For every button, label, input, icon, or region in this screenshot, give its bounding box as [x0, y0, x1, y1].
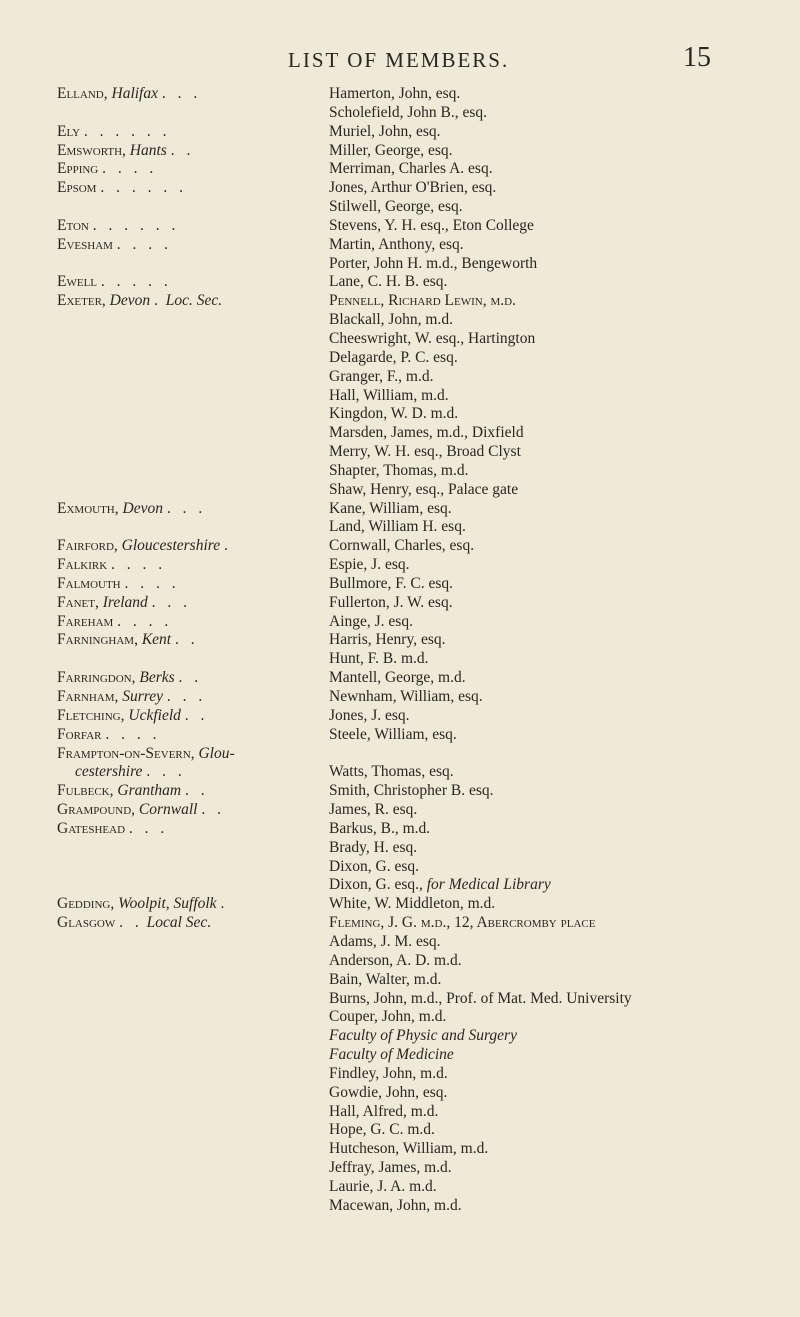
- member-entry: [329, 726, 789, 745]
- member-entry: [329, 1103, 789, 1122]
- place-entry: [57, 85, 327, 104]
- leader-dots: . . .: [146, 763, 186, 781]
- member-name: Adams, J. M. esq.: [329, 932, 441, 950]
- member-name: Macewan, John, m.d.: [329, 1196, 462, 1214]
- place-locality: Hants: [129, 141, 167, 159]
- place-entry: [57, 123, 327, 142]
- place-name: Farnham,: [57, 688, 119, 705]
- place-locality: Gloucestershire: [121, 537, 221, 555]
- member-name: Hamerton, John, esq.: [329, 85, 461, 102]
- member-name: Granger, F., m.d.: [329, 367, 434, 385]
- leader-dots: . .: [201, 801, 225, 819]
- place-name: Elland,: [57, 85, 108, 102]
- member-name: Steele, William, esq.: [329, 725, 457, 743]
- place-locality: Devon: [122, 499, 163, 517]
- members-column: [329, 85, 789, 1216]
- leader-dots: .: [220, 895, 229, 913]
- place-name: Falmouth: [57, 574, 121, 592]
- member-name: Dixon, G. esq.: [329, 857, 419, 875]
- member-entry: [329, 782, 789, 801]
- place-name: Epsom: [57, 179, 97, 197]
- leader-dots: . . . .: [117, 612, 173, 630]
- member-name: Watts, Thomas, esq.: [329, 763, 454, 781]
- place-name: Fairford,: [57, 537, 118, 555]
- member-name: Muriel, John, esq.: [329, 122, 441, 140]
- blank-line: [57, 368, 327, 387]
- member-name: Hope, G. C. m.d.: [329, 1121, 435, 1139]
- running-title: LIST OF MEMBERS.: [288, 48, 510, 72]
- member-name: Findley, John, m.d.: [329, 1064, 448, 1082]
- place-name: Farningham,: [57, 631, 138, 649]
- member-entry: [329, 537, 789, 556]
- member-entry: [329, 575, 789, 594]
- member-entry: [329, 952, 789, 971]
- blank-line: [57, 311, 327, 330]
- place-name: Forfar: [57, 725, 102, 743]
- member-entry: [329, 1046, 789, 1065]
- place-entry: [57, 179, 327, 198]
- place-locality: Uckfield: [128, 706, 181, 724]
- member-name: Cheeswright, W. esq., Hartington: [329, 329, 536, 347]
- member-name: Martin, Anthony, esq.: [329, 235, 464, 253]
- member-name: Hall, William, m.d.: [329, 386, 449, 404]
- member-name: Scholefield, John B., esq.: [329, 103, 487, 121]
- member-name: Jeffray, James, m.d.: [329, 1159, 452, 1177]
- member-entry: [329, 142, 789, 161]
- leader-dots: . .: [119, 914, 143, 932]
- place-name: Ewell: [57, 273, 98, 291]
- place-entry: [57, 273, 327, 292]
- place-entry: [57, 537, 327, 556]
- place-locality: Kent: [141, 631, 172, 649]
- place-entry: [57, 500, 327, 519]
- member-name: Shaw, Henry, esq., Palace gate: [329, 480, 519, 498]
- place-locality: Halifax: [111, 85, 158, 102]
- leader-dots: . . . . . .: [100, 179, 187, 197]
- member-name: Barkus, B., m.d.: [329, 819, 431, 837]
- leader-dots: . . .: [128, 819, 169, 837]
- place-locality: Grantham: [117, 782, 182, 800]
- member-entry: [329, 500, 789, 519]
- place-entry: [57, 160, 327, 179]
- member-name: Bain, Walter, m.d.: [329, 970, 442, 988]
- member-name: Shapter, Thomas, m.d.: [329, 461, 469, 479]
- leader-dots: . .: [184, 706, 209, 724]
- place-name: Falkirk: [57, 556, 108, 574]
- place-name: Gateshead: [57, 819, 126, 837]
- place-name: Ely: [57, 122, 81, 140]
- blank-line: [57, 198, 327, 217]
- leader-dots: . . . . . .: [92, 216, 180, 234]
- place-entry: [57, 707, 327, 726]
- leader-dots: . . . .: [102, 160, 158, 178]
- places-column: [57, 85, 327, 933]
- member-name: Hunt, F. B. m.d.: [329, 650, 429, 668]
- leader-dots: .: [154, 292, 162, 310]
- place-name: Epping: [57, 160, 99, 178]
- leader-dots: . . . .: [124, 574, 180, 592]
- blank-line: [57, 405, 327, 424]
- leader-dots: . . .: [166, 499, 207, 517]
- place-name: Fletching,: [57, 706, 125, 724]
- blank-line: [57, 330, 327, 349]
- member-entry: [329, 1065, 789, 1084]
- member-entry: [329, 85, 789, 104]
- member-entry: [329, 820, 789, 839]
- member-entry: [329, 443, 789, 462]
- member-name: James, R. esq.: [329, 801, 418, 819]
- member-entry: [329, 707, 789, 726]
- place-entry: [57, 631, 327, 650]
- place-locality: Cornwall: [138, 801, 198, 819]
- member-name: Harris, Henry, esq.: [329, 631, 446, 649]
- member-entry: [329, 933, 789, 952]
- member-entry: [329, 971, 789, 990]
- leader-dots: . . .: [161, 85, 202, 102]
- member-name: Newnham, William, esq.: [329, 688, 483, 705]
- member-entry: [329, 198, 789, 217]
- member-entry: [329, 311, 789, 330]
- member-entry: [329, 1159, 789, 1178]
- place-entry: [57, 217, 327, 236]
- leader-dots: . . . .: [116, 235, 172, 253]
- place-locality: cestershire: [75, 763, 143, 781]
- member-name: Land, William H. esq.: [329, 518, 466, 536]
- leader-dots: . . . . . .: [83, 122, 171, 140]
- place-name: Fareham: [57, 612, 114, 630]
- member-entry: [329, 1197, 789, 1216]
- place-name: Exmouth,: [57, 499, 119, 517]
- place-entry: [57, 763, 327, 782]
- place-locality: Glou-: [198, 744, 235, 762]
- member-entry: [329, 104, 789, 123]
- member-name: Kane, William, esq.: [329, 499, 452, 517]
- member-name: Ainge, J. esq.: [329, 612, 413, 630]
- member-name: Merriman, Charles A. esq.: [329, 160, 493, 178]
- member-name: Mantell, George, m.d.: [329, 669, 466, 687]
- blank-line: [57, 443, 327, 462]
- secretary-note: Loc. Sec.: [165, 292, 223, 310]
- member-name: Stilwell, George, esq.: [329, 198, 463, 216]
- member-name: Anderson, A. D. m.d.: [329, 951, 462, 969]
- member-entry: [329, 745, 789, 764]
- blank-line: [57, 858, 327, 877]
- leader-dots: . . .: [166, 688, 207, 705]
- leader-dots: .: [223, 537, 232, 555]
- local-secretary-name: Fleming, J. G. m.d., 12, Abercromby place: [329, 914, 596, 932]
- blank-line: [57, 387, 327, 406]
- member-name: Espie, J. esq.: [329, 556, 410, 574]
- place-name: Fanet,: [57, 593, 99, 611]
- member-entry: [329, 462, 789, 481]
- member-entry: [329, 255, 789, 274]
- member-entry: [329, 1027, 789, 1046]
- member-name: Fullerton, J. W. esq.: [329, 593, 453, 611]
- member-entry: [329, 1140, 789, 1159]
- place-entry: [57, 726, 327, 745]
- member-entry: [329, 1121, 789, 1140]
- leader-dots: . .: [170, 141, 195, 159]
- place-name: Farringdon,: [57, 669, 136, 687]
- member-entry: [329, 518, 789, 537]
- member-name: Jones, Arthur O'Brien, esq.: [329, 179, 497, 197]
- secretary-note: Local Sec.: [146, 914, 212, 932]
- member-entry: [329, 876, 789, 895]
- member-name: Kingdon, W. D. m.d.: [329, 405, 459, 423]
- member-entry: [329, 801, 789, 820]
- blank-line: [57, 839, 327, 858]
- member-note: Faculty of Physic and Surgery: [329, 1027, 517, 1045]
- leader-dots: . .: [184, 782, 209, 800]
- place-locality: Ireland: [102, 593, 148, 611]
- member-entry: [329, 858, 789, 877]
- member-name: Jones, J. esq.: [329, 706, 410, 724]
- place-entry: [57, 820, 327, 839]
- member-entry: [329, 1178, 789, 1197]
- place-name: Emsworth,: [57, 141, 126, 159]
- member-name: Smith, Christopher B. esq.: [329, 782, 494, 800]
- place-entry: [57, 801, 327, 820]
- member-entry: [329, 349, 789, 368]
- member-entry: [329, 650, 789, 669]
- member-name: Brady, H. esq.: [329, 838, 418, 856]
- member-name: Merry, W. H. esq., Broad Clyst: [329, 443, 521, 461]
- member-entry: [329, 613, 789, 632]
- page-header: [0, 38, 800, 78]
- place-name: Evesham: [57, 235, 113, 253]
- place-name: Exeter,: [57, 292, 106, 310]
- place-name: Eton: [57, 216, 89, 234]
- member-entry: [329, 594, 789, 613]
- member-name: Hall, Alfred, m.d.: [329, 1102, 439, 1120]
- blank-line: [57, 349, 327, 368]
- member-name: Dixon, G. esq.,: [329, 876, 423, 894]
- local-secretary-name: Pennell, Richard Lewin, m.d.: [329, 292, 516, 310]
- place-entry: [57, 236, 327, 255]
- member-entry: [329, 631, 789, 650]
- place-locality: Berks: [139, 669, 175, 687]
- member-name: Laurie, J. A. m.d.: [329, 1177, 437, 1195]
- blank-line: [57, 650, 327, 669]
- member-entry: [329, 688, 789, 707]
- member-entry: [329, 669, 789, 688]
- member-name: Hutcheson, William, m.d.: [329, 1140, 489, 1158]
- place-locality: Surrey: [122, 688, 164, 705]
- leader-dots: . . . . .: [100, 273, 172, 291]
- blank-line: [57, 462, 327, 481]
- member-note: for Medical Library: [426, 876, 551, 894]
- member-name: Couper, John, m.d.: [329, 1008, 447, 1026]
- member-entry: [329, 914, 789, 933]
- place-entry: [57, 594, 327, 613]
- blank-line: [57, 424, 327, 443]
- place-entry: [57, 782, 327, 801]
- member-entry: [329, 273, 789, 292]
- blank-line: [57, 104, 327, 123]
- page-number: 15: [683, 42, 711, 73]
- place-locality: Devon: [109, 292, 151, 310]
- member-name: Stevens, Y. H. esq., Eton College: [329, 216, 534, 234]
- member-entry: [329, 217, 789, 236]
- place-name: Fulbeck,: [57, 782, 114, 800]
- member-entry: [329, 895, 789, 914]
- place-entry: [57, 613, 327, 632]
- blank-line: [57, 255, 327, 274]
- place-entry: [57, 292, 327, 311]
- blank-line: [57, 481, 327, 500]
- member-entry: [329, 368, 789, 387]
- place-entry: [57, 669, 327, 688]
- leader-dots: . . . .: [111, 556, 167, 574]
- leader-dots: . .: [174, 631, 199, 649]
- leader-dots: . . .: [151, 593, 192, 611]
- member-note: Faculty of Medicine: [329, 1046, 454, 1064]
- place-entry: [57, 556, 327, 575]
- member-entry: [329, 990, 789, 1009]
- member-name: White, W. Middleton, m.d.: [329, 895, 496, 913]
- member-entry: [329, 405, 789, 424]
- member-name: Miller, George, esq.: [329, 141, 453, 159]
- member-entry: [329, 1008, 789, 1027]
- blank-line: [57, 518, 327, 537]
- place-entry: [57, 914, 327, 933]
- place-entry: [57, 575, 327, 594]
- member-entry: [329, 763, 789, 782]
- place-entry: [57, 142, 327, 161]
- place-locality: Woolpit, Suffolk: [118, 895, 217, 913]
- member-entry: [329, 330, 789, 349]
- place-entry: [57, 688, 327, 707]
- place-name: Glasgow: [57, 914, 116, 932]
- member-entry: [329, 556, 789, 575]
- place-entry: [57, 745, 327, 764]
- place-entry: [57, 895, 327, 914]
- member-name: Marsden, James, m.d., Dixfield: [329, 424, 524, 442]
- place-name: Frampton-on-Severn,: [57, 744, 195, 762]
- member-entry: [329, 160, 789, 179]
- member-name: Delagarde, P. C. esq.: [329, 348, 458, 366]
- member-entry: [329, 123, 789, 142]
- member-entry: [329, 481, 789, 500]
- member-name: Bullmore, F. C. esq.: [329, 574, 454, 592]
- member-entry: [329, 1084, 789, 1103]
- member-name: Blackall, John, m.d.: [329, 311, 453, 329]
- place-name: Gedding,: [57, 895, 115, 913]
- member-name: Lane, C. H. B. esq.: [329, 273, 448, 291]
- blank-line: [57, 876, 327, 895]
- member-entry: [329, 179, 789, 198]
- member-name: Porter, John H. m.d., Bengeworth: [329, 254, 538, 272]
- member-name: Burns, John, m.d., Prof. of Mat. Med. University: [329, 989, 632, 1007]
- member-name: Gowdie, John, esq.: [329, 1083, 448, 1101]
- place-name: Grampound,: [57, 801, 136, 819]
- member-entry: [329, 236, 789, 255]
- member-entry: [329, 292, 789, 311]
- member-entry: [329, 387, 789, 406]
- leader-dots: . . . .: [105, 725, 161, 743]
- member-name: Cornwall, Charles, esq.: [329, 537, 475, 555]
- member-entry: [329, 424, 789, 443]
- leader-dots: . .: [178, 669, 203, 687]
- member-entry: [329, 839, 789, 858]
